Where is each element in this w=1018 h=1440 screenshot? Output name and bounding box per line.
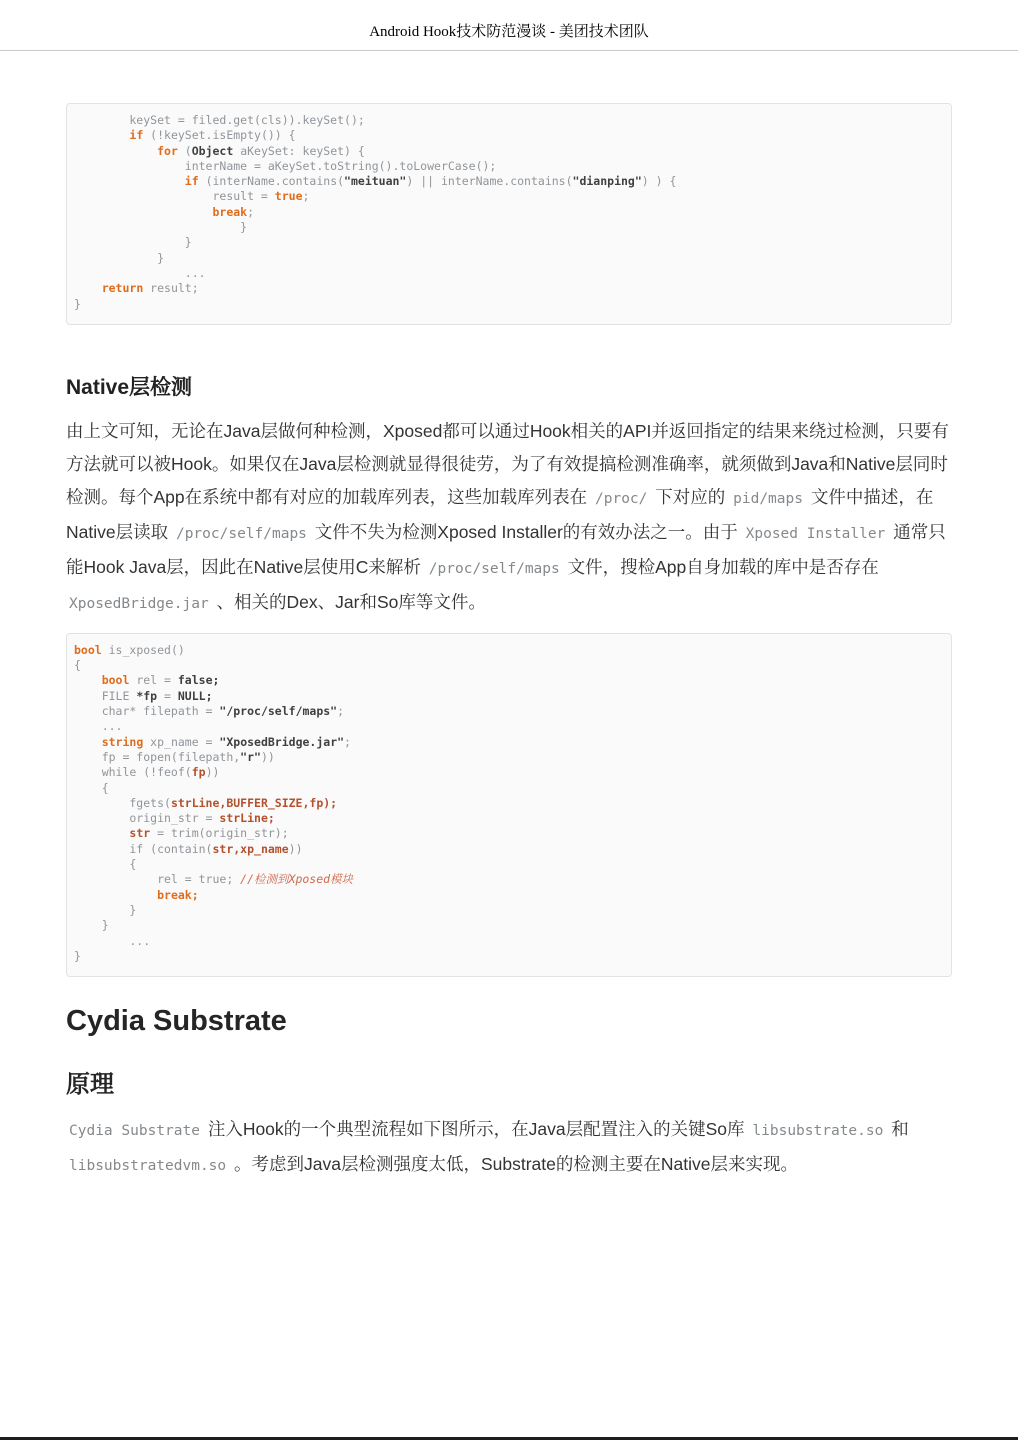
code-line (74, 128, 941, 143)
code-line (74, 719, 941, 734)
code-line (74, 235, 941, 250)
heading-native-detection: Native层检测 (66, 375, 193, 399)
code-token: strLine; (219, 811, 275, 826)
code-token (74, 205, 212, 219)
code-token: "XposedBridge.jar" (219, 734, 345, 749)
text-run: 下对应的 (650, 486, 731, 507)
code-line (74, 643, 941, 658)
inline-code: Cydia Substrate (69, 1123, 200, 1140)
code-token: keySet = filed.get(cls)).keySet(); (74, 113, 365, 127)
code-line (74, 689, 941, 704)
code-line (74, 918, 941, 933)
code-token: } (74, 220, 248, 235)
code-token: xp_name = (143, 734, 220, 749)
code-line (74, 266, 941, 281)
page-header-title: Android Hook技术防范漫谈 - 美团技术团队 (369, 24, 649, 40)
code-line (74, 765, 941, 780)
code-line (74, 781, 941, 796)
inline-code: XposedBridge.jar (69, 595, 209, 612)
code-token: { (74, 857, 137, 872)
code-line (74, 903, 941, 918)
paragraph-native-detection (66, 415, 952, 621)
code-token: fp (191, 765, 206, 780)
code-line (74, 281, 941, 296)
code-line (74, 144, 941, 159)
code-token (74, 174, 185, 188)
code-token: )) (260, 749, 275, 764)
code-token (74, 826, 129, 840)
inline-code: Xposed Installer (745, 525, 886, 542)
code-block-c-is-xposed (66, 633, 952, 977)
code-token: return (101, 281, 144, 296)
code-token: *fp (136, 688, 158, 703)
code-line (74, 174, 941, 189)
code-line (74, 811, 941, 826)
text-run: 、相关的Dex、Jar和So库等文件。 (211, 591, 486, 612)
code-line (74, 826, 941, 841)
code-token: bool (101, 673, 130, 688)
text-run: 文件不失为检测Xposed Installer的有效办法之一。由于 (309, 521, 743, 542)
code-line (74, 750, 941, 765)
code-token: = trim(origin_str); (150, 826, 289, 841)
code-token: if (184, 174, 199, 189)
heading-cydia-substrate: Cydia Substrate (66, 1005, 287, 1038)
code-line (74, 189, 941, 204)
code-token: false; (177, 673, 220, 688)
inline-code: libsubstratedvm.so (69, 1158, 227, 1175)
code-token: NULL; (177, 688, 213, 703)
code-line (74, 872, 941, 887)
code-line (74, 673, 941, 688)
code-token: ( (177, 143, 192, 158)
code-token: "meituan" (344, 174, 407, 189)
code-token: fgets( (74, 795, 171, 810)
text-run: 文件，搜检App自身加载的库中是否存在 (562, 556, 879, 577)
code-token: is_xposed() (101, 642, 185, 657)
code-token: } (74, 250, 165, 265)
code-token: rel = (129, 673, 178, 688)
code-line (74, 949, 941, 964)
code-token: result = (74, 189, 275, 204)
code-line (74, 113, 941, 128)
code-token (74, 735, 102, 749)
code-token: while (!feof( (74, 765, 192, 780)
code-line (74, 159, 941, 174)
code-token: bool (74, 642, 102, 657)
code-token: result; (143, 281, 199, 296)
code-token: } (74, 948, 81, 963)
code-token: if (contain( (74, 841, 213, 856)
code-line (74, 934, 941, 949)
code-token: str,xp_name (212, 841, 289, 856)
text-run: 由上文可知，无论在Java层做何种检测，Xposed都可以通过Hook相关的API并返回指定的结果来绕过检测，只要有方法就可以被Hook。如果仅在Java层检测就显得很徒劳，为了有效提搞检测准确率，就须做到Java和Native层同时检测。每个App在系统中都有对应的加载库列表，这些加载库列表在 (66, 420, 949, 507)
code-token: "dianping" (572, 174, 642, 189)
code-line (74, 297, 941, 312)
code-token: str (129, 826, 151, 841)
code-line (74, 888, 941, 903)
code-line (74, 704, 941, 719)
code-token: char* filepath = (74, 704, 220, 719)
code-token: aKeySet: keySet) { (233, 143, 365, 158)
inline-code: pid/maps (733, 490, 803, 507)
code-token: interName = aKeySet.toString().toLowerCase(); (74, 158, 497, 173)
code-token: ... (74, 265, 206, 280)
code-token (74, 144, 157, 158)
code-token: ; (344, 734, 351, 749)
code-token: strLine,BUFFER_SIZE,fp); (170, 795, 338, 810)
code-token: //检测到Xposed模块 (240, 872, 354, 887)
article-content (66, 51, 952, 1183)
text-run: 和 (886, 1119, 909, 1140)
code-line (74, 251, 941, 266)
code-token: ; (337, 704, 345, 719)
code-token: if (129, 128, 144, 143)
code-token: ... (74, 719, 123, 734)
code-token: } (74, 296, 81, 311)
text-run: 注入Hook的一个典型流程如下图所示，在Java层配置注入的关键So库 (202, 1119, 750, 1140)
code-block-java-detection (66, 103, 952, 325)
code-line (74, 842, 941, 857)
code-token: { (74, 780, 109, 795)
code-token: ; (302, 189, 310, 204)
text-run: 。考虑到Java层检测强度太低，Substrate的检测主要在Native层来实现。 (229, 1154, 798, 1175)
inline-code: /proc/self/maps (175, 525, 307, 542)
code-token: string (101, 734, 144, 749)
heading-principle: 原理 (66, 1071, 114, 1099)
code-token (74, 888, 157, 902)
code-token: } (74, 902, 137, 917)
inline-code: /proc/ (595, 490, 648, 507)
code-token (74, 128, 129, 142)
code-token: ... (74, 933, 151, 948)
code-line (74, 857, 941, 872)
code-line (74, 735, 941, 750)
code-token (74, 281, 102, 295)
page-header (0, 0, 1018, 51)
code-token: break; (157, 887, 199, 902)
code-token: )) (205, 765, 220, 780)
code-token: FILE (74, 688, 137, 703)
code-token: } (74, 235, 192, 250)
code-token: ) || interName.contains( (406, 174, 573, 189)
code-line (74, 796, 941, 811)
code-line (74, 658, 941, 673)
code-token: { (74, 658, 81, 673)
inline-code: /proc/self/maps (428, 560, 560, 577)
code-token: origin_str = (74, 811, 220, 826)
code-token: ; (247, 204, 255, 219)
code-token: true (274, 189, 303, 204)
code-token: ) ) { (641, 174, 677, 189)
code-token: (interName.contains( (198, 174, 345, 189)
code-token: break (212, 204, 248, 219)
code-token: "r" (240, 749, 261, 764)
code-token (74, 673, 102, 687)
code-token: Object (191, 143, 234, 158)
code-token: } (74, 918, 109, 933)
code-line (74, 205, 941, 220)
code-token: rel = true; (74, 872, 241, 887)
code-token: )) (288, 841, 303, 856)
text-run: 通常只能Hook Java层，因此在Native层使用C来解析 (66, 521, 946, 577)
paragraph-cydia-principle (66, 1113, 952, 1183)
text-run: 文件中描述，在Native层读取 (66, 486, 934, 542)
code-token: (!keySet.isEmpty()) { (143, 128, 296, 143)
code-token: "/proc/self/maps" (219, 704, 338, 719)
code-token: for (157, 143, 178, 158)
code-token: fp = fopen(filepath, (74, 749, 241, 764)
inline-code: libsubstrate.so (752, 1123, 884, 1140)
code-token: = (157, 688, 178, 703)
code-line (74, 220, 941, 235)
